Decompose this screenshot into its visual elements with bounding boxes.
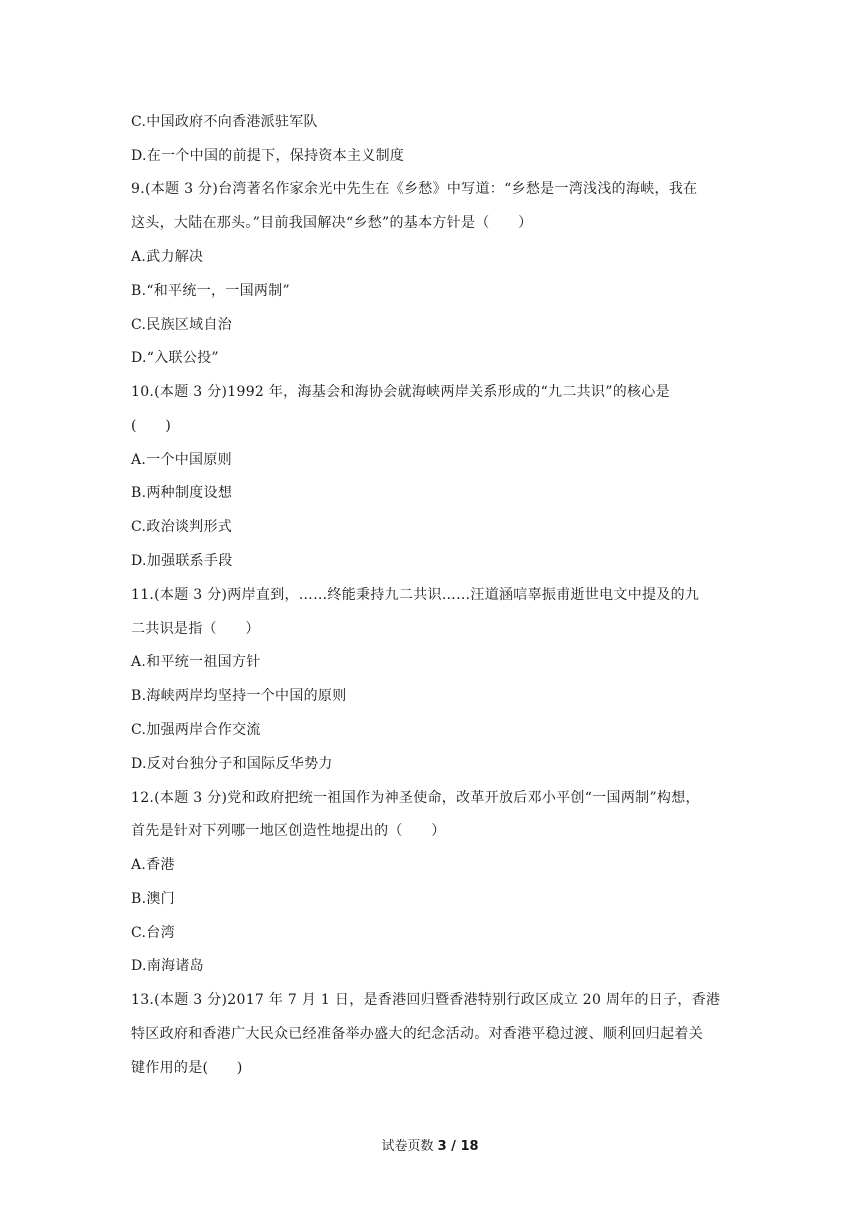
- q12-stem-line-1: 12.(本题 3 分)党和政府把统一祖国作为神圣使命，改革开放后邓小平创“一国两制”构想，: [131, 790, 700, 806]
- q8-option-c: C.中国政府不向香港派驻军队: [131, 114, 318, 130]
- q12-option-d: D.南海诸岛: [131, 958, 204, 974]
- q10-stem-line-2: ( ): [131, 418, 172, 434]
- q9-option-a: A.武力解决: [131, 249, 204, 265]
- q8-option-d: D.在一个中国的前提下，保持资本主义制度: [131, 148, 405, 164]
- q11-option-d: D.反对台独分子和国际反华势力: [131, 756, 333, 772]
- footer-label: 试卷页数: [381, 1139, 434, 1154]
- q12-stem-line-2: 首先是针对下列哪一地区创造性地提出的（ ）: [131, 823, 446, 839]
- q11-option-c: C.加强两岸合作交流: [131, 722, 261, 738]
- q11-stem-line-1: 11.(本题 3 分)两岸直到，……终能秉持九二共识……汪道涵唁辜振甫逝世电文中提及的九: [131, 587, 700, 603]
- q10-option-b: B.两种制度设想: [131, 485, 233, 501]
- page-number: 3 / 18: [437, 1139, 479, 1154]
- q9-stem-line-2: 这头，大陆在那头。”目前我国解决“乡愁”的基本方针是（ ）: [131, 215, 533, 231]
- page-footer: [0, 1138, 860, 1156]
- q13-stem-line-3: 键作用的是( ): [131, 1060, 243, 1076]
- q12-option-a: A.香港: [131, 857, 175, 873]
- q11-option-a: A.和平统一祖国方针: [131, 654, 261, 670]
- q10-stem-line-1: 10.(本题 3 分)1992 年，海基会和海协会就海峡两岸关系形成的“九二共识”的核心是: [131, 384, 670, 400]
- q10-option-d: D.加强联系手段: [131, 553, 233, 569]
- q12-option-c: C.台湾: [131, 925, 175, 941]
- q9-option-d: D.“入联公投”: [131, 350, 219, 366]
- q9-option-b: B.“和平统一，一国两制”: [131, 283, 290, 299]
- q12-option-b: B.澳门: [131, 891, 175, 907]
- q11-option-b: B.海峡两岸均坚持一个中国的原则: [131, 688, 347, 704]
- q13-stem-line-1: 13.(本题 3 分)2017 年 7 月 1 日，是香港回归暨香港特别行政区成立 20 周年的日子，香港: [131, 992, 721, 1008]
- q13-stem-line-2: 特区政府和香港广大民众已经准备举办盛大的纪念活动。对香港平稳过渡、顺利回归起着关: [131, 1026, 703, 1042]
- q11-stem-line-2: 二共识是指（ ）: [131, 621, 260, 637]
- q9-stem-line-1: 9.(本题 3 分)台湾著名作家余光中先生在《乡愁》中写道：“乡愁是一湾浅浅的海峡，我在: [131, 181, 698, 197]
- q9-option-c: C.民族区域自治: [131, 317, 233, 333]
- q10-option-a: A.一个中国原则: [131, 452, 232, 468]
- q10-option-c: C.政治谈判形式: [131, 519, 233, 535]
